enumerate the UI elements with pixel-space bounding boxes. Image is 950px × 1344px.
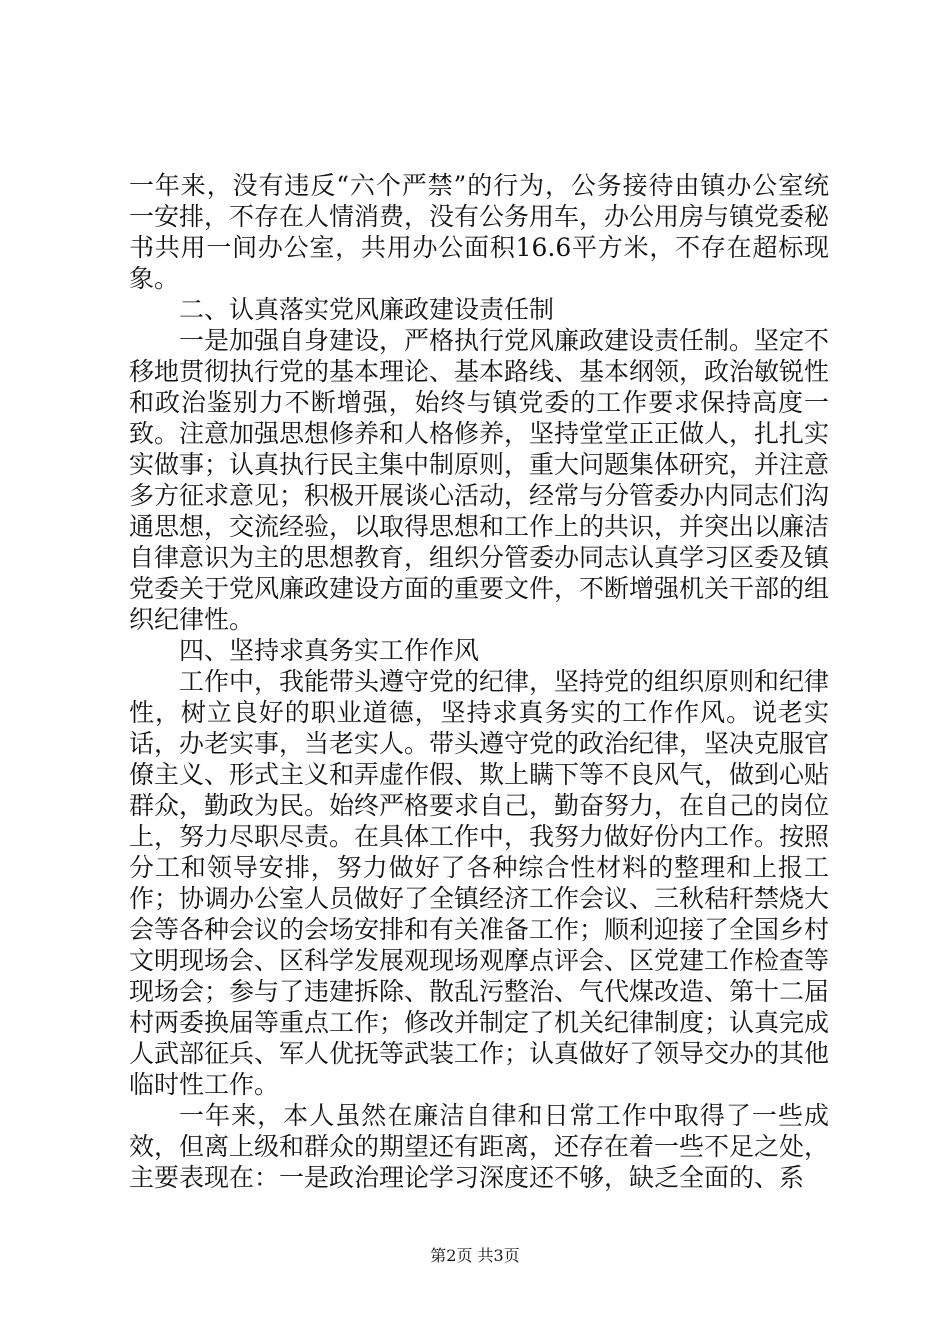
- page-footer: 第2页 共3页: [430, 1246, 520, 1265]
- paragraph-continuation: 一年来，没有违反“六个严禁”的行为，公务接待由镇办公室统一安排，不存在人情消费，没有公务用车，办公用房与镇党委秘书共用一间办公室，共用办公面积16.6平方米，不存在超标现象。: [129, 171, 830, 293]
- paragraph-self-construction: 一是加强自身建设，严格执行党风廉政建设责任制。坚定不移地贯彻执行党的基本理论、基本路线、基本纲领，政治敏锐性和政治鉴别力不断增强，始终与镇党委的工作要求保持高度一致。注意加强思想修养和人格修养，坚持堂堂正正做人，扎扎实实做事；认真执行民主集中制原则，重大问题集体研究，并注意多方征求意见；积极开展谈心活动，经常与分管委办内同志们沟通思想，交流经验，以取得思想和工作上的共识，并突出以廉洁自律意识为主的思想教育，组织分管委办同志认真学习区委及镇党委关于党风廉政建设方面的重要文件，不断增强机关干部的组织纪律性。: [129, 326, 830, 634]
- document-body: [129, 170, 829, 1193]
- paragraph-work-style: 工作中，我能带头遵守党的纪律，坚持党的组织原则和纪律性，树立良好的职业道德，坚持求真务实的工作作风。说老实话，办老实事，当老实人。带头遵守党的政治纪律，坚决克服官僚主义、形式主义和弄虚作假、欺上瞒下等不良风气，做到心贴群众，勤政为民。始终严格要求自己，勤奋努力，在自己的岗位上，努力尽职尽责。在具体工作中，我努力做好份内工作。按照分工和领导安排，努力做好了各种综合性材料的整理和上报工作；协调办公室人员做好了全镇经济工作会议、三秋秸秆禁烧大会等各种会议的会场安排和有关准备工作；顺利迎接了全国乡村文明现场会、区科学发展观现场观摩点评会、区党建工作检查等现场会；参与了违建拆除、散乱污整治、气代煤改造、第十二届村两委换届等重点工作；修改并制定了机关纪律制度；认真完成人武部征兵、军人优抚等武装工作；认真做好了领导交办的其他临时性工作。: [129, 667, 830, 1099]
- section-heading-responsibility: 二、认真落实党风廉政建设责任制: [179, 295, 555, 324]
- paragraph-shortcomings: 一年来，本人虽然在廉洁自律和日常工作中取得了一些成效，但离上级和群众的期望还有距离，还存在着一些不足之处，主要表现在：一是政治理论学习深度还不够，缺乏全面的、系: [129, 1101, 830, 1192]
- section-heading-work-style: 四、坚持求真务实工作作风: [179, 636, 480, 665]
